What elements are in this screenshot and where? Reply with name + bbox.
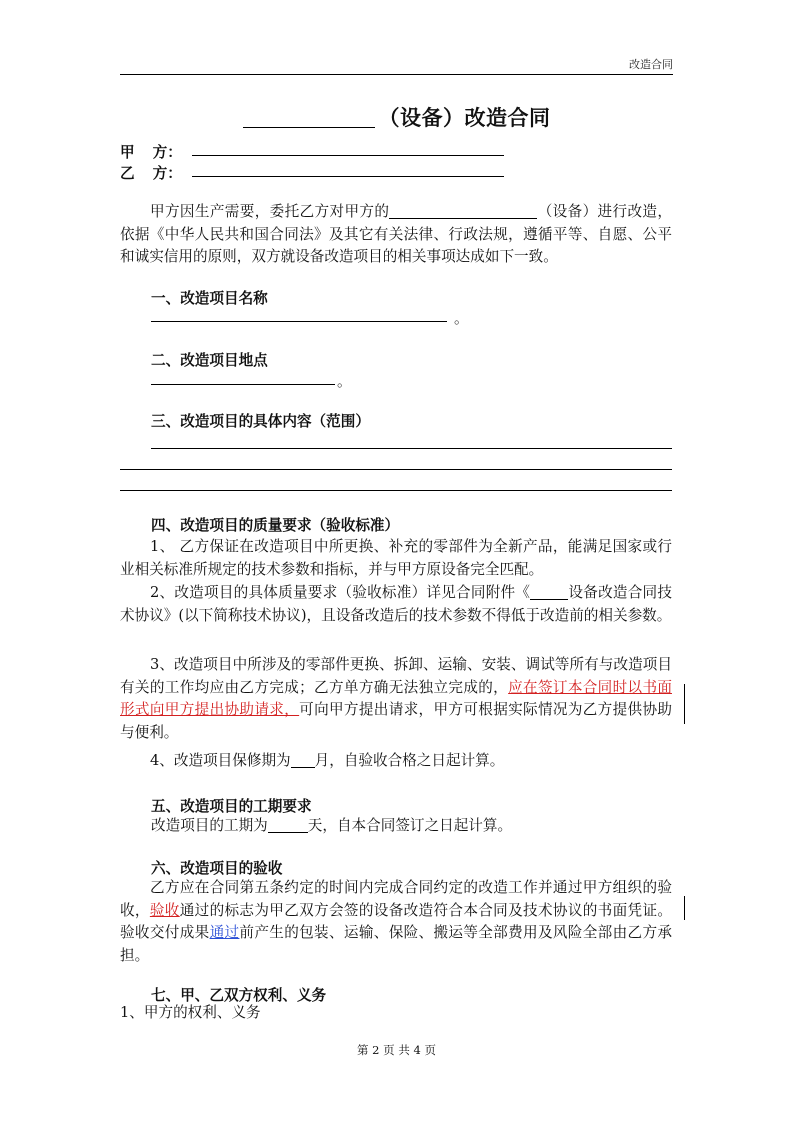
s6-p1c: 前产生的包装、运输、保险、搬运等全部费用及风险全部由乙方承担。 bbox=[120, 924, 672, 964]
party-b-label: 乙 bbox=[120, 165, 135, 182]
title-text: （设备）改造合同 bbox=[378, 105, 551, 130]
warranty-months-blank[interactable] bbox=[291, 751, 315, 768]
section-6-text bbox=[120, 877, 672, 967]
section-4-heading: 四、改造项目的质量要求（验收标准） bbox=[151, 517, 400, 534]
party-a-suffix: 方： bbox=[152, 144, 182, 161]
s4-p4a: 4、改造项目保修期为 bbox=[150, 752, 291, 769]
section-3-heading: 三、改造项目的具体内容（范围） bbox=[151, 413, 370, 430]
section-5-heading: 五、改造项目的工期要求 bbox=[151, 798, 312, 815]
s5-p1a: 改造项目的工期为 bbox=[151, 817, 268, 834]
section-1-heading: 一、改造项目名称 bbox=[151, 290, 268, 307]
s6-p1b: 通过的标志为甲乙双方会签的设备改造符合本合同及技术协议的书面凭证。验收交付成果 bbox=[120, 901, 672, 941]
project-location-field[interactable] bbox=[151, 368, 335, 385]
section-4-item-2 bbox=[120, 582, 672, 627]
annex-name-blank[interactable] bbox=[530, 583, 568, 600]
scope-line-3[interactable] bbox=[120, 474, 672, 491]
section-7-item-1: 1、甲方的权利、义务 bbox=[120, 1004, 261, 1021]
change-bar-2 bbox=[684, 896, 685, 920]
tracked-change-blue: 通过 bbox=[209, 924, 240, 941]
party-a bbox=[120, 141, 182, 162]
change-bar bbox=[684, 684, 685, 724]
equipment-name-blank[interactable] bbox=[389, 202, 537, 219]
title-blank[interactable] bbox=[243, 107, 375, 128]
intro-part1: 甲方因生产需要，委托乙方对甲方的 bbox=[150, 203, 390, 220]
party-b-field[interactable] bbox=[192, 176, 504, 177]
tracked-change-red: 验收 bbox=[149, 901, 180, 919]
section-7-heading: 七、甲、乙双方权利、义务 bbox=[151, 987, 327, 1004]
page-footer: 第 2 页 共 4 页 bbox=[357, 1043, 436, 1057]
section-2-heading: 二、改造项目地点 bbox=[151, 352, 268, 369]
s4-p3a: 3、改造项目中所涉及的零部件更换、拆卸、运输、安装、调试等所有与改造项目有关的工作均应由乙方完成；乙方单方确无法独立完成的， bbox=[120, 656, 672, 696]
duration-days-blank[interactable] bbox=[268, 816, 308, 833]
s5-p1b: 天，自本合同签订之日起计算。 bbox=[307, 817, 513, 834]
party-b-suffix: 方： bbox=[152, 165, 182, 182]
s4-p2b: 设备改造合同技术协议》(以下简称技术协议)，且设备改造后的技术参数不得低于改造前的相关参数。 bbox=[120, 584, 672, 624]
project-name-field[interactable] bbox=[151, 305, 447, 322]
party-b bbox=[120, 162, 182, 183]
intro-paragraph bbox=[120, 201, 672, 269]
tracked-change-insertion: 应在签订本合同时以书面形式向甲方提出协助请求， bbox=[120, 678, 672, 718]
s6-p1a: 乙方应在合同第五条约定的时间内完成合同约定的改造工作并通过甲方组织的验收， bbox=[120, 879, 672, 919]
party-a-field[interactable] bbox=[192, 155, 504, 156]
section-5-text bbox=[151, 815, 672, 838]
header-rule bbox=[120, 74, 673, 75]
party-a-label: 甲 bbox=[120, 144, 135, 161]
intro-part2: （设备）进行改造，依据《中华人民共和国合同法》及其它有关法律、行政法规，遵循平等、自愿、公平和诚实信用的原则，双方就设备改造项目的相关事项达成如下一致。 bbox=[120, 203, 672, 265]
section-6-heading: 六、改造项目的验收 bbox=[151, 860, 283, 877]
section-4-item-4 bbox=[120, 750, 672, 773]
s4-p4b: 月，自验收合格之日起计算。 bbox=[314, 752, 505, 769]
section-4-item-1: 1、 乙方保证在改造项目中所更换、补充的零部件为全新产品，能满足国家或行业相关标准所规定的技术参数和指标，并与甲方原设备完全匹配。 bbox=[120, 538, 672, 578]
scope-line-2[interactable] bbox=[120, 453, 672, 470]
page-header: 改造合同 bbox=[629, 58, 673, 71]
section-2-end: 。 bbox=[337, 373, 352, 390]
scope-line-1[interactable] bbox=[151, 432, 672, 449]
s4-p2a: 2、改造项目的具体质量要求（验收标准）详见合同附件《 bbox=[150, 584, 531, 601]
section-1-end: 。 bbox=[454, 310, 469, 327]
section-4-item-3 bbox=[120, 654, 672, 744]
s4-p3b: 可向甲方提出请求，甲方可根据实际情况为乙方提供协助与便利。 bbox=[120, 701, 672, 741]
document-title bbox=[0, 102, 793, 132]
